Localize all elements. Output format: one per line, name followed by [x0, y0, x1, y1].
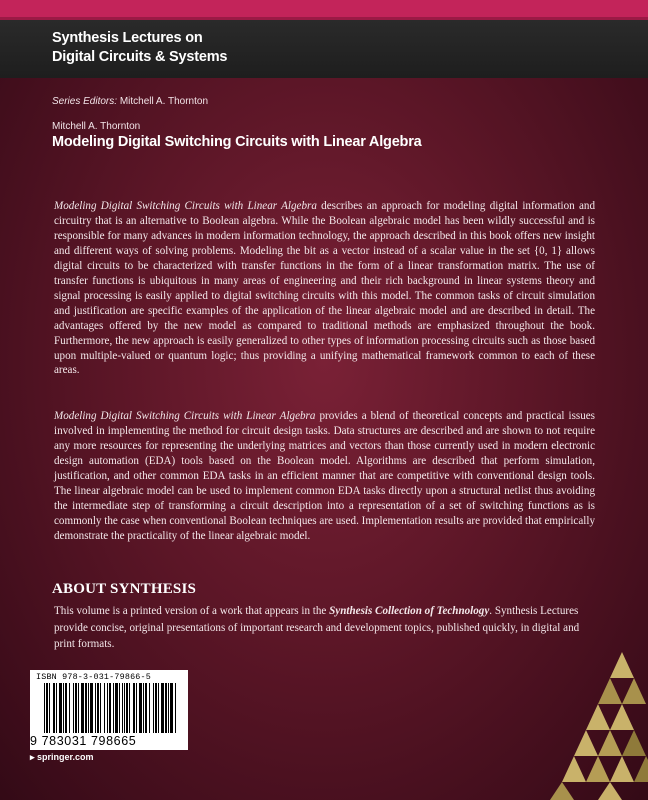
triangle-decoration-9	[562, 756, 586, 782]
author-name: Mitchell A. Thornton	[52, 121, 141, 132]
about-collection-name: Synthesis Collection of Technology	[329, 605, 490, 617]
triangle-decoration-4	[598, 678, 622, 704]
series-editors-name: Mitchell A. Thornton	[119, 96, 209, 107]
triangle-decoration-11	[610, 756, 634, 782]
description-2-text: provides a blend of theoretical concepts and practical issues involved in implementing the method for circuit design tasks. Data structures are described and are shown to not require any more resources for representing the underlying matrices and vectors than those currently used in modern electronic design automation (EDA) tools based on the Boolean model. Algorithms are described that perform simulation, justification, and other common EDA tasks in an efficient manner that are competitive with conventional design tools. The linear algebraic model can be used to implement common EDA tasks directly upon a structural netlist thus avoiding the intermediate step of transforming a circuit description into a representation of a set of switching functions as is commonly the case when conventional Boolean techniques are used. Implementation results are provided that empirically demonstrate the practicality of the linear algebraic model.	[54, 410, 595, 542]
series-editors-label: Series Editors:	[52, 96, 118, 107]
triangle-decoration-12	[550, 782, 574, 800]
triangle-decoration-6	[622, 730, 646, 756]
description-1-text: describes an approach for modeling digital information and circuitry that is an alternative to Boolean algebra. While the Boolean algebraic model has been wildly successful and is responsible for many advances in modern information technology, the approach described in this book offers new insight and different ways of solving problems. Modeling the bit as a vector instead of a scalar value in the set {0, 1} allows digital circuits to be characterized with transfer functions in the form of a linear transformation matrix. The use of transfer functions is ubiquitous in many areas of engineering and their rich background in linear systems theory and signal processing is easily applied to digital switching circuits with this model. The common tasks of circuit simulation and justification are specific examples of the application of the linear algebraic model and are described in detail. The advantages offered by the new model as compared to traditional methods are emphasized throughout the book. Furthermore, the new approach is easily generalized to other types of information processing circuits such as those based upon multiple-valued or quantum logic; thus providing a unifying mathematical framework common to each of these areas.	[54, 200, 595, 377]
about-text-after: . Synthesis Lectures provide concise, original presentations of important research and development topics, published quickly, in digital and print formats.	[54, 605, 580, 650]
triangle-decoration-8	[622, 678, 646, 704]
about-heading: ABOUT SYNTHESIS	[52, 581, 197, 597]
book-title: Modeling Digital Switching Circuits with Linear Algebra	[52, 134, 422, 150]
triangle-decoration-13	[598, 782, 622, 800]
description-1-title: Modeling Digital Switching Circuits with Linear Algebra	[54, 200, 317, 212]
triangle-decoration-14	[634, 756, 648, 782]
description-2-title: Modeling Digital Switching Circuits with Linear Algebra	[54, 410, 316, 422]
barcode-digits: 9 783031 798665	[30, 734, 137, 748]
isbn-label: ISBN 978-3-031-79866-5	[36, 672, 151, 682]
triangle-decoration-3	[598, 730, 622, 756]
series-title-line1: Synthesis Lectures on	[52, 30, 203, 46]
about-text-before: This volume is a printed version of a work that appears in the	[54, 605, 330, 617]
series-title-line2: Digital Circuits & Systems	[52, 49, 228, 65]
triangle-decoration-2	[586, 704, 610, 730]
triangle-decoration-7	[610, 652, 634, 678]
triangle-decoration-10	[586, 756, 610, 782]
triangle-decoration-5	[610, 704, 634, 730]
publisher-link[interactable]: ▸ springer.com	[30, 752, 94, 762]
triangle-decoration-1	[574, 730, 598, 756]
